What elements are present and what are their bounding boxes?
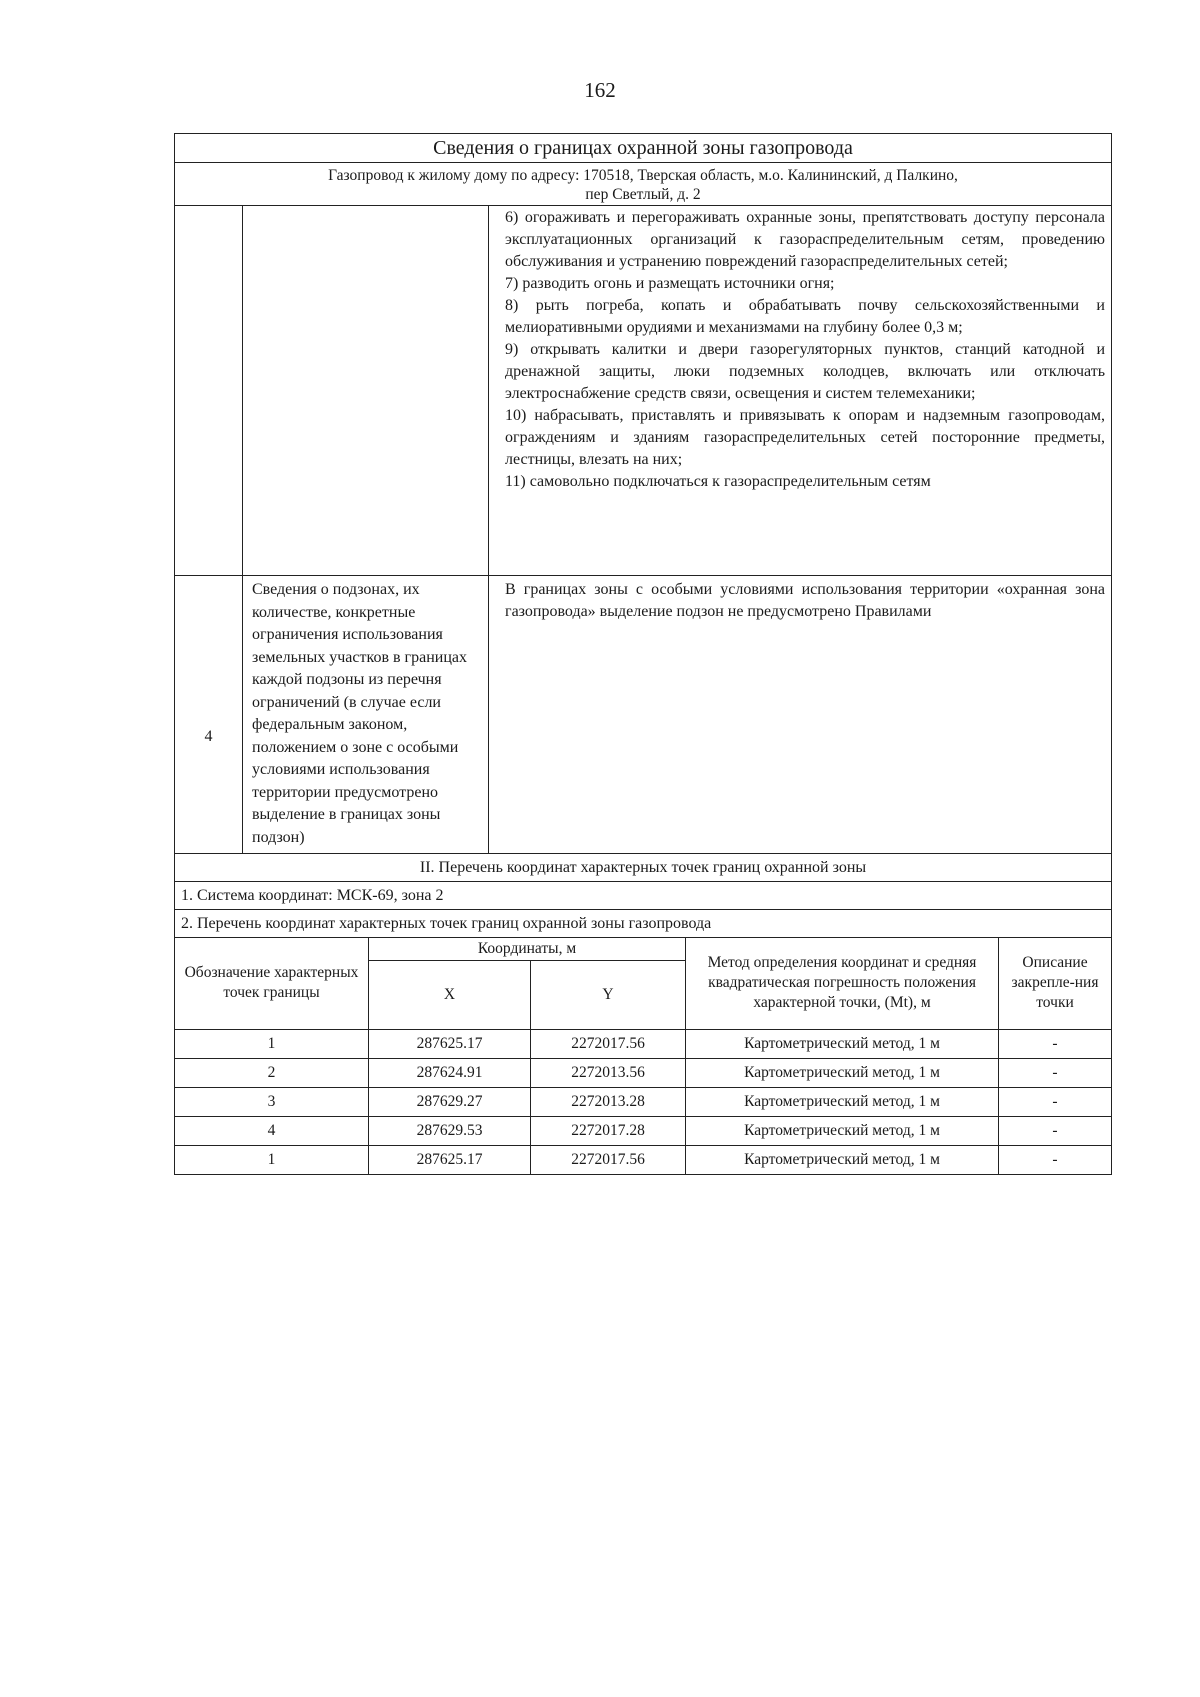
row-number xyxy=(175,206,243,576)
coord-x: 287629.53 xyxy=(369,1116,531,1145)
header-description: Описание закрепле-ния точки xyxy=(999,937,1112,1029)
point-description: - xyxy=(999,1116,1112,1145)
table-subtitle xyxy=(175,163,1112,206)
restrictions-row xyxy=(175,206,1112,576)
restrictions-list xyxy=(489,206,1112,576)
method-cell: Картометрический метод, 1 м xyxy=(686,1145,999,1174)
point-number: 1 xyxy=(175,1029,369,1058)
coord-x: 287625.17 xyxy=(369,1145,531,1174)
header-x: X xyxy=(369,960,531,1029)
table-title: Сведения о границах охранной зоны газопровода xyxy=(175,134,1112,163)
point-description: - xyxy=(999,1087,1112,1116)
point-number: 3 xyxy=(175,1087,369,1116)
row-number: 4 xyxy=(175,576,243,854)
header-method: Метод определения координат и средняя квадратическая погрешность положения характерной точки, (Mt), м xyxy=(686,937,999,1029)
method-cell: Картометрический метод, 1 м xyxy=(686,1058,999,1087)
subzones-text-para: В границах зоны с особыми условиями использования территории «охранная зона газопровода» выделение подзон не предусмотрено Правилами xyxy=(505,581,1105,620)
header-y: Y xyxy=(531,960,686,1029)
subzones-label: Сведения о подзонах, их количестве, конкретные ограничения использования земельных участков в границах каждой подзоны из перечня ограничений (в случае если федеральным законом, положением о зоне с особыми условиями использования территории предусмотрено выделение в границах зоны подзон) xyxy=(243,576,489,854)
restriction-item: 7) разводить огонь и размещать источники огня; xyxy=(505,275,835,292)
point-number: 1 xyxy=(175,1145,369,1174)
coordinate-row xyxy=(175,1058,1112,1087)
subzones-row xyxy=(175,576,1112,854)
method-cell: Картометрический метод, 1 м xyxy=(686,1029,999,1058)
coord-x: 287624.91 xyxy=(369,1058,531,1087)
method-cell: Картометрический метод, 1 м xyxy=(686,1116,999,1145)
coord-y: 2272017.28 xyxy=(531,1116,686,1145)
coord-list-title: 2. Перечень координат характерных точек границ охранной зоны газопровода xyxy=(175,910,1112,938)
restriction-item: 10) набрасывать, приставлять и привязывать к опорам и надземным газопроводам, ограждениям и зданиям газораспределительных сетей посторонние предметы, лестницы, влезать на них; xyxy=(505,407,1105,468)
restriction-item: 6) огораживать и перегораживать охранные зоны, препятствовать доступу персонала эксплуатационных организаций к газораспределительным сетям, проведению обслуживания и устранению повреждений газораспределительных сетей; xyxy=(505,209,1105,270)
header-coordinates: Координаты, м xyxy=(369,937,686,960)
coordinates-body xyxy=(175,1029,1112,1174)
restriction-item: 11) самовольно подключаться к газораспределительным сетям xyxy=(505,473,931,490)
subtitle-line-2: пер Светлый, д. 2 xyxy=(585,186,701,203)
header-designation: Обозначение характерных точек границы xyxy=(175,937,369,1029)
section-2-title: II. Перечень координат характерных точек границ охранной зоны xyxy=(175,854,1112,882)
coordinate-row xyxy=(175,1116,1112,1145)
point-number: 4 xyxy=(175,1116,369,1145)
restriction-item: 8) рыть погреба, копать и обрабатывать почву сельскохозяйственными и мелиоративными орудиями и механизмами на глубину более 0,3 м; xyxy=(505,297,1105,336)
coordinate-row xyxy=(175,1029,1112,1058)
point-description: - xyxy=(999,1145,1112,1174)
coord-x: 287629.27 xyxy=(369,1087,531,1116)
row-label-empty xyxy=(243,206,489,576)
boundary-info-sheet xyxy=(174,133,1112,1175)
page-number: 162 xyxy=(584,78,616,102)
coord-system: 1. Система координат: МСК-69, зона 2 xyxy=(175,882,1112,910)
coord-y: 2272013.28 xyxy=(531,1087,686,1116)
method-cell: Картометрический метод, 1 м xyxy=(686,1087,999,1116)
point-description: - xyxy=(999,1058,1112,1087)
point-description: - xyxy=(999,1029,1112,1058)
restrictions-items xyxy=(505,207,1105,493)
coord-y: 2272017.56 xyxy=(531,1029,686,1058)
coordinates-table xyxy=(174,937,1112,1175)
subzones-text xyxy=(489,576,1112,854)
coord-x: 287625.17 xyxy=(369,1029,531,1058)
coordinate-row xyxy=(175,1145,1112,1174)
boundary-info-table xyxy=(174,133,1112,938)
coord-y: 2272013.56 xyxy=(531,1058,686,1087)
coordinate-row xyxy=(175,1087,1112,1116)
restriction-item: 9) открывать калитки и двери газорегуляторных пунктов, станций катодной и дренажной защиты, люки подземных колодцев, включать или отключать электроснабжение средств связи, освещения и систем телемеханики; xyxy=(505,341,1105,402)
subtitle-line-1: Газопровод к жилому дому по адресу: 170518, Тверская область, м.о. Калининский, д Палкино, xyxy=(328,167,958,184)
point-number: 2 xyxy=(175,1058,369,1087)
coord-y: 2272017.56 xyxy=(531,1145,686,1174)
